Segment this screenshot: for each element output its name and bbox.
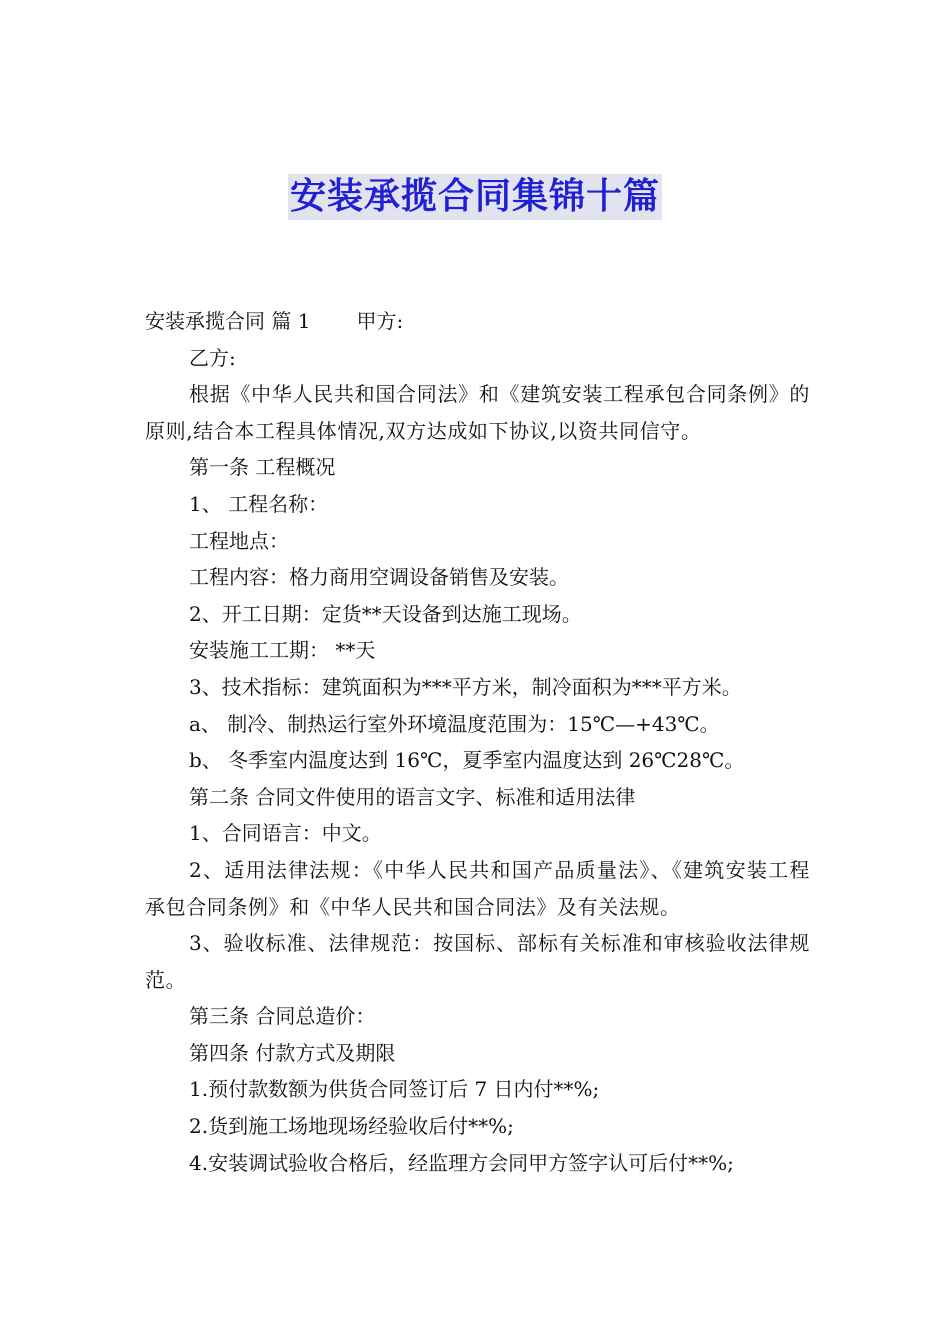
party-a-label: 甲方: xyxy=(356,309,404,333)
installation-period: 安装施工工期： **天 xyxy=(189,638,376,663)
acceptance-standards: 3、验收标准、法律规范：按国标、部标有关标准和审核验收法律规范。 xyxy=(145,931,810,992)
contract-heading-line xyxy=(145,303,810,340)
payment-item-1: 1.预付款数额为供货合同签订后 7 日内付**%; xyxy=(189,1077,600,1102)
article-2-heading: 第二条 合同文件使用的语言文字、标准和适用法律 xyxy=(189,784,636,809)
article-1-heading: 第一条 工程概况 xyxy=(189,455,336,480)
contract-language: 1、合同语言：中文。 xyxy=(189,821,382,846)
project-name: 1、 工程名称： xyxy=(189,491,329,516)
payment-item-4: 4.安装调试验收合格后，经监理方会同甲方签字认可后付**%; xyxy=(189,1150,734,1175)
payment-item-2: 2.货到施工场地现场经验收后付**%; xyxy=(189,1114,514,1139)
technical-indicators: 3、技术指标：建筑面积为***平方米，制冷面积为***平方米。 xyxy=(189,674,742,699)
article-4-heading: 第四条 付款方式及期限 xyxy=(189,1040,396,1065)
party-b-label: 乙方: xyxy=(189,345,236,370)
document-title: 安装承揽合同集锦十篇 xyxy=(288,174,662,220)
preamble-paragraph: 根据《中华人民共和国合同法》和《建筑安装工程承包合同条例》的原则,结合本工程具体情况,双方达成如下协议,以资共同信守。 xyxy=(145,382,810,443)
document-body xyxy=(145,303,810,1181)
start-date: 2、开工日期：定货**天设备到达施工现场。 xyxy=(189,601,582,626)
contract-section-label: 安装承揽合同 篇 1 xyxy=(145,309,311,333)
project-location: 工程地点： xyxy=(189,528,289,553)
indoor-temperature-target: b、 冬季室内温度达到 16℃，夏季室内温度达到 26℃28℃。 xyxy=(189,748,745,773)
article-3-heading: 第三条 合同总造价： xyxy=(189,1004,376,1029)
title-container xyxy=(0,174,950,220)
applicable-laws: 2、适用法律法规：《中华人民共和国产品质量法》、《建筑安装工程承包合同条例》和《中华人民共和国合同法》及有关法规。 xyxy=(145,857,810,919)
outdoor-temperature-range: a、 制冷、制热运行室外环境温度范围为：15℃—+43℃。 xyxy=(189,711,720,736)
project-content: 工程内容：格力商用空调设备销售及安装。 xyxy=(189,565,569,590)
